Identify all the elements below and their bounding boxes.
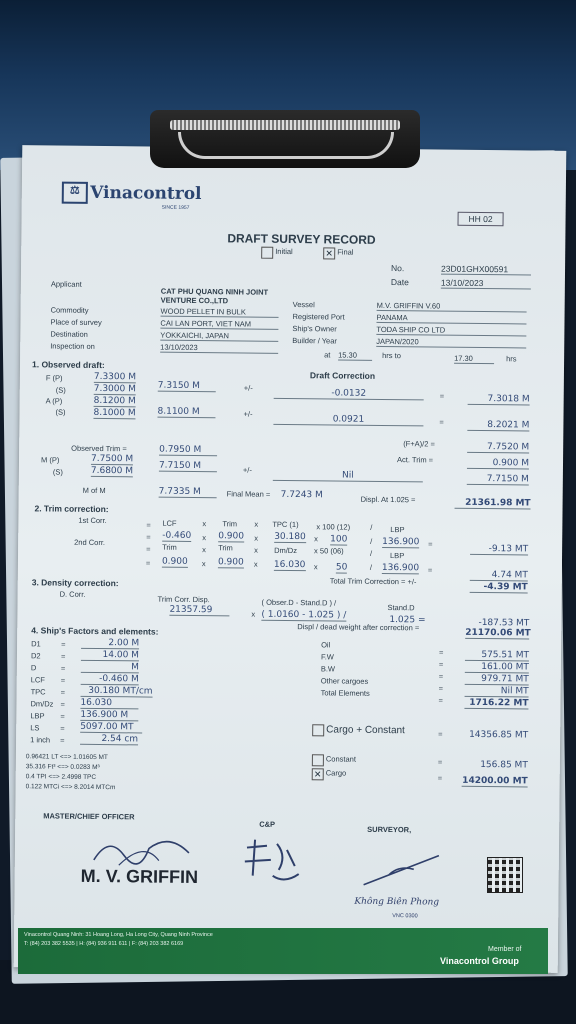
brand-since: SINCE 1957 [161,204,190,211]
vessel-value: M.V. GRIFFIN V.60 [377,301,527,313]
date-label: Date [390,277,409,288]
pm-sign-2: +/- [243,409,253,419]
owner-label: Ship's Owner [292,324,337,334]
lcf-value: -0.460 M [81,674,139,686]
trim-header: Trim [222,519,238,529]
cargo-constant-value: 14356.85 MT [469,729,529,741]
brand-logo [62,182,202,205]
surveyor-name: Không Biên Phong [354,896,440,908]
midship-mean: 7.7150 M [159,461,217,473]
x50-header: x 50 (06) [314,546,344,556]
as-draft: 8.1000 M [93,407,136,419]
trim-100: 100 [330,534,348,545]
master-signature [89,830,199,871]
port-value: PANAMA [376,313,526,325]
section-density-correction: 3. Density correction: [31,577,119,589]
section-observed-draft: 1. Observed draft: [31,359,105,371]
at-label: at [324,350,331,360]
conversion-3: 0.4 TPI <=> 2.4998 TPC [25,773,97,781]
total-elements-label: Total Elements [320,688,370,698]
record-date: 13/10/2023 [441,278,531,290]
trim2-trim: 0.900 [161,556,188,567]
dmdz-header: Dm/Dz [274,545,298,556]
stand-density-header: Stand.D [387,603,415,613]
page-title: DRAFT SURVEY RECORD [227,231,376,247]
section-trim-correction: 2. Trim correction: [34,503,109,515]
conversion-4: 0.122 MTCi <=> 8.2014 MTCm [25,783,116,792]
midship-corrected: 7.7150 M [467,474,529,486]
qr-code-icon [488,858,522,892]
hrs-to-label: hrs to [382,350,401,361]
cargo-value: 14200.00 MT [462,775,528,787]
draft-correction-heading: Draft Correction [309,370,376,381]
mofm-label: M of M [82,485,106,496]
lbp-header: LBP [390,525,405,535]
total-trim-correction: -4.39 MT [470,582,528,594]
ms-draft: 7.6800 M [90,465,134,477]
forward-mean: 7.3150 M [158,381,216,393]
second-correction-label: 2nd Corr. [74,537,106,548]
lbp2-header: LBP [389,551,405,561]
trim3-header: Trim [218,543,233,553]
end-time: 17.30 [454,354,494,364]
footer-address: Vinacontrol Quang Ninh: 31 Hoang Long, Ha Long City, Quang Ninh Province [24,932,213,938]
fs-draft: 7.3000 M [93,383,136,395]
applicant-label: Applicant [50,279,82,289]
applicant-line-2: VENTURE CO.,LTD [160,295,229,306]
footer-member-label: Member of [488,946,522,953]
inch-value: 2.54 cm [80,734,138,746]
record-number: 23D01GHX00591 [441,264,531,276]
tpc-header: TPC (1) [272,519,299,530]
applicant-line-1: CAT PHU QUANG NINH JOINT [160,286,269,297]
lbp-value: 136.900 M [80,710,138,722]
footer-group: Vinacontrol Group [440,956,519,966]
displacement-label: Displ. At 1.025 = [360,494,416,505]
aft-correction: 0.0921 [273,414,423,427]
other-cargoes-label: Other cargoes [320,676,369,686]
trim2-dmdz: 16.030 [273,559,306,571]
density-formula-header: ( Obser.D - Stand.D ) / [261,597,337,608]
lbp-label: LBP [30,711,45,721]
observed-trim-label: Observed Trim = [71,443,127,454]
dmdz-value: 16.030 [80,698,138,710]
other-cargoes-value: Nil MT [465,686,529,698]
displacement-after-correction: 21170.06 MT [465,627,531,639]
constant-label: Constant [325,754,356,764]
destination-value: YOKKAICHI, JAPAN [160,331,278,342]
trim-lcf: -0.460 [162,530,192,541]
surveyor-label: SURVEYOR, [367,824,412,835]
start-time: 15.30 [338,350,372,360]
hrs-label: hrs [506,354,517,364]
commodity-label: Commodity [50,305,89,315]
trim2-lbp: 136.900 [381,562,420,574]
oil-label: Oil [321,640,331,650]
trim-lbp: 136.900 [382,536,420,548]
builder-value: JAPAN/2020 [376,337,526,349]
lcf-header: LCF [162,518,177,528]
scales-icon: ⚖ [62,182,88,204]
inspection-label: Inspection on [50,341,95,351]
first-correction-result: -9.13 MT [470,544,528,556]
final-mean-label: Final Mean = [226,489,271,499]
cargo-checkbox[interactable]: ✕ [312,768,324,780]
brand-name: Vinacontrol [90,182,202,205]
cargo-label: Cargo [325,768,347,778]
trim-corr-disp-label: Trim Corr. Disp. [157,594,210,605]
density-values: ( 1.0160 - 1.025 ) / [261,609,347,621]
d2-value: 14.00 M [81,650,139,662]
oil-value: 575.51 MT [465,650,529,662]
cargo-constant-label: Cargo + Constant [326,724,405,737]
surveyor-code: VNC 0300 [392,913,418,920]
inspection-value: 13/10/2023 [160,343,278,354]
trim2-trim-b: 0.900 [217,557,244,568]
aft-corrected: 8.2021 M [467,420,529,432]
master-label: MASTER/CHIEF OFFICER [43,811,135,822]
bw-value: 979.71 MT [465,674,529,686]
inch-label: 1 inch [30,735,51,745]
ms-label: (S) [52,467,63,477]
ls-value: 5097.00 MT [80,722,142,734]
owner-value: TODA SHIP CO LTD [376,325,526,337]
pm-sign-3: +/- [242,465,252,475]
final-checkbox[interactable]: ✕ [323,247,335,259]
stand-density-value: 1.025 = [389,615,426,626]
no-label: No. [391,263,405,274]
footer-phone: T: (84) 203 382 5535 | H: (84) 936 911 611 | F: (84) 203 382 6169 [24,941,184,947]
forward-corrected: 7.3018 M [468,394,530,406]
density-correction-value: -187.53 MT [478,617,530,629]
forward-correction: -0.0132 [274,388,424,401]
d-value: M [81,662,139,674]
document-page: ⚖ Vinacontrol SINCE 1957 HH 02 DRAFT SURVEY RECORD Initial ✕ Final No. 23D01GHX00591 Date 13/10/2023 Applicant CAT PHU QUANG NINH JOINT VENTURE CO.,LTD Commodity WOOD PELLET IN BULK Place of survey CAI LAN PORT, VIET NAM Destination YOKKAICHI, JAPAN Inspection on 13/10/2023 Vessel M.V. GRIFFIN V.60 Registered Port PANAMA Ship's Owner TODA SHIP CO LTD Builder / Year JAPAN/2020 at 15.30 hrs to 17.30 hrs 1. Observed draft: Draft Correction F (P) (S) A (P) (S) 7.3300 M 7.3000 M 8.1200 M 8.1000 M 7.3150 M 8.1100 M +/- +/- -0.0132 0.0921 = = 7.3018 M 8.2021 M Observed Trim = 0.7950 M M (P) (S) 7.7500 M 7.6800 M 7.7150 M +/- Nil (F+A)/2 = 7.7520 M Act. Trim = 0.900 M 7.7150 M M of M 7.7335 M Final Mean = 7.7243 M Displ. At 1.025 = 21361.98 MT 2. Trim correction: 1st Corr. = LCF x Trim x TPC (1) x 100 (12) / LBP = -0.460 x 0.900 x 30.180 x 100 / 136.900 = -9.13 MT 2nd Corr. = Trim x Trim x Dm/Dz x 50 (06) / LBP = 0.900 x 0.900 x 16.030 x 50 / 136.900 = 4.74 MT Total Trim Correction = +/- -4.39 MT 3. Density correction: D. Corr. Trim Corr. Disp. 21357.59 ( Obser.D - Stand.D ) / Stand.D x ( 1.0160 - 1.025 ) / 1.025 = Displ / dead weight after correction = -187.53 MT 21170.06 MT 4. Ship's Factors and elements: D1 = 2.00 M D2 = 14.00 M D = M LCF = -0.460 M TPC = 30.180 MT/cm Dm/Dz = 16.030 LBP = 136.900 M LS = 5097.00 MT 1 inch = 2.54 cm 0.96421 LT <=> 1.01605 MT 35.316 Ft³ <=> 0.0283 M³ 0.4 TPI <=> 2.4998 TPC 0.122 MTCi <=> 8.2014 MTCm Oil F.W B.W Other cargoes Total Elements = = = = = 575.51 MT 161.00 MT 979.71 MT Nil MT 1716.22 MT Cargo + Constant = 14356.85 MT Constant = 156.85 MT ✕ Cargo = 14200.00 MT MASTER/CHIEF OFFICER C&P SURVEYOR, M. V. GRIFFIN Không Biên Phong VNC 0300 [14,145,567,973]
second-correction-result: 4.74 MT [470,570,528,582]
cp-label: C&P [259,819,276,829]
bw-label: B.W [320,664,336,674]
mean-of-means: 7.7335 M [159,487,217,499]
ap-label: A (P) [45,396,63,406]
observed-trim: 0.7950 M [159,445,217,457]
initial-label: Initial [275,246,293,257]
actual-trim: 0.900 M [467,458,529,470]
ap-draft: 8.1200 M [93,395,136,407]
conversion-2: 35.316 Ft³ <=> 0.0283 M³ [25,763,100,772]
cp-signature [237,835,308,892]
trim-tpc: 30.180 [274,531,306,543]
fp-draft: 7.3300 M [93,371,137,383]
pm-sign-1: +/- [243,383,253,393]
clip-hinge [170,120,400,130]
fa2-value: 7.7520 M [467,442,529,454]
density-corr-label: D. Corr. [59,589,86,599]
tpc-value: 30.180 MT/cm [81,686,153,698]
clipboard-clip [150,110,420,168]
mp-label: M (P) [40,455,60,465]
fw-value: 161.00 MT [465,662,529,674]
vessel-label: Vessel [292,300,315,310]
cargo-constant-checkbox[interactable] [312,724,324,736]
fp-label: F (P) [45,373,63,383]
d2-label: D2 [30,651,41,661]
lcf-label: LCF [30,675,45,685]
surveyor-signature [359,851,449,892]
place-label: Place of survey [50,317,102,328]
fa2-label: (F+A)/2 = [403,439,435,449]
first-correction-label: 1st Corr. [78,515,107,526]
clip-wire [178,132,394,159]
d-label: D [30,663,37,673]
builder-label: Builder / Year [292,336,337,346]
as-label: (S) [55,407,66,417]
displacement-value: 21361.98 MT [455,498,531,510]
place-value: CAI LAN PORT, VIET NAM [160,319,278,330]
tpc-label: TPC [30,687,46,697]
constant-checkbox[interactable] [312,754,324,766]
master-name: M. V. GRIFFIN [80,865,199,888]
final-mean: 7.7243 M [280,489,323,501]
after-correction-label: Displ / dead weight after correction = [297,622,420,633]
form-code: HH 02 [457,212,503,226]
aft-mean: 8.1100 M [157,407,215,419]
trim-corr-disp-value: 21357.59 [169,605,229,617]
footer-band [18,928,548,974]
ls-label: LS [30,723,40,733]
actual-trim-label: Act. Trim = [396,455,434,465]
conversion-1: 0.96421 LT <=> 1.01605 MT [25,753,108,762]
fw-label: F.W [320,652,334,662]
total-elements-value: 1716.22 MT [464,698,528,710]
trim2-header: Trim [162,542,177,552]
commodity-value: WOOD PELLET IN BULK [161,307,279,318]
fs-label: (S) [55,385,66,395]
d1-label: D1 [31,639,41,649]
trim2-50: 50 [335,562,348,573]
destination-label: Destination [50,329,88,339]
dmdz-label: Dm/Dz [30,699,54,709]
constant-value: 156.85 MT [480,760,528,771]
d1-value: 2.00 M [81,638,139,650]
mp-draft: 7.7500 M [90,453,134,465]
midship-correction: Nil [273,470,423,483]
final-label: Final [337,247,354,257]
port-label: Registered Port [292,312,345,322]
total-trim-label: Total Trim Correction = +/- [329,576,417,587]
x100-header: x 100 (12) [316,522,351,532]
trim-trim: 0.900 [218,531,245,542]
section-ship-factors: 4. Ship's Factors and elements: [31,625,159,637]
initial-checkbox[interactable] [261,247,273,259]
